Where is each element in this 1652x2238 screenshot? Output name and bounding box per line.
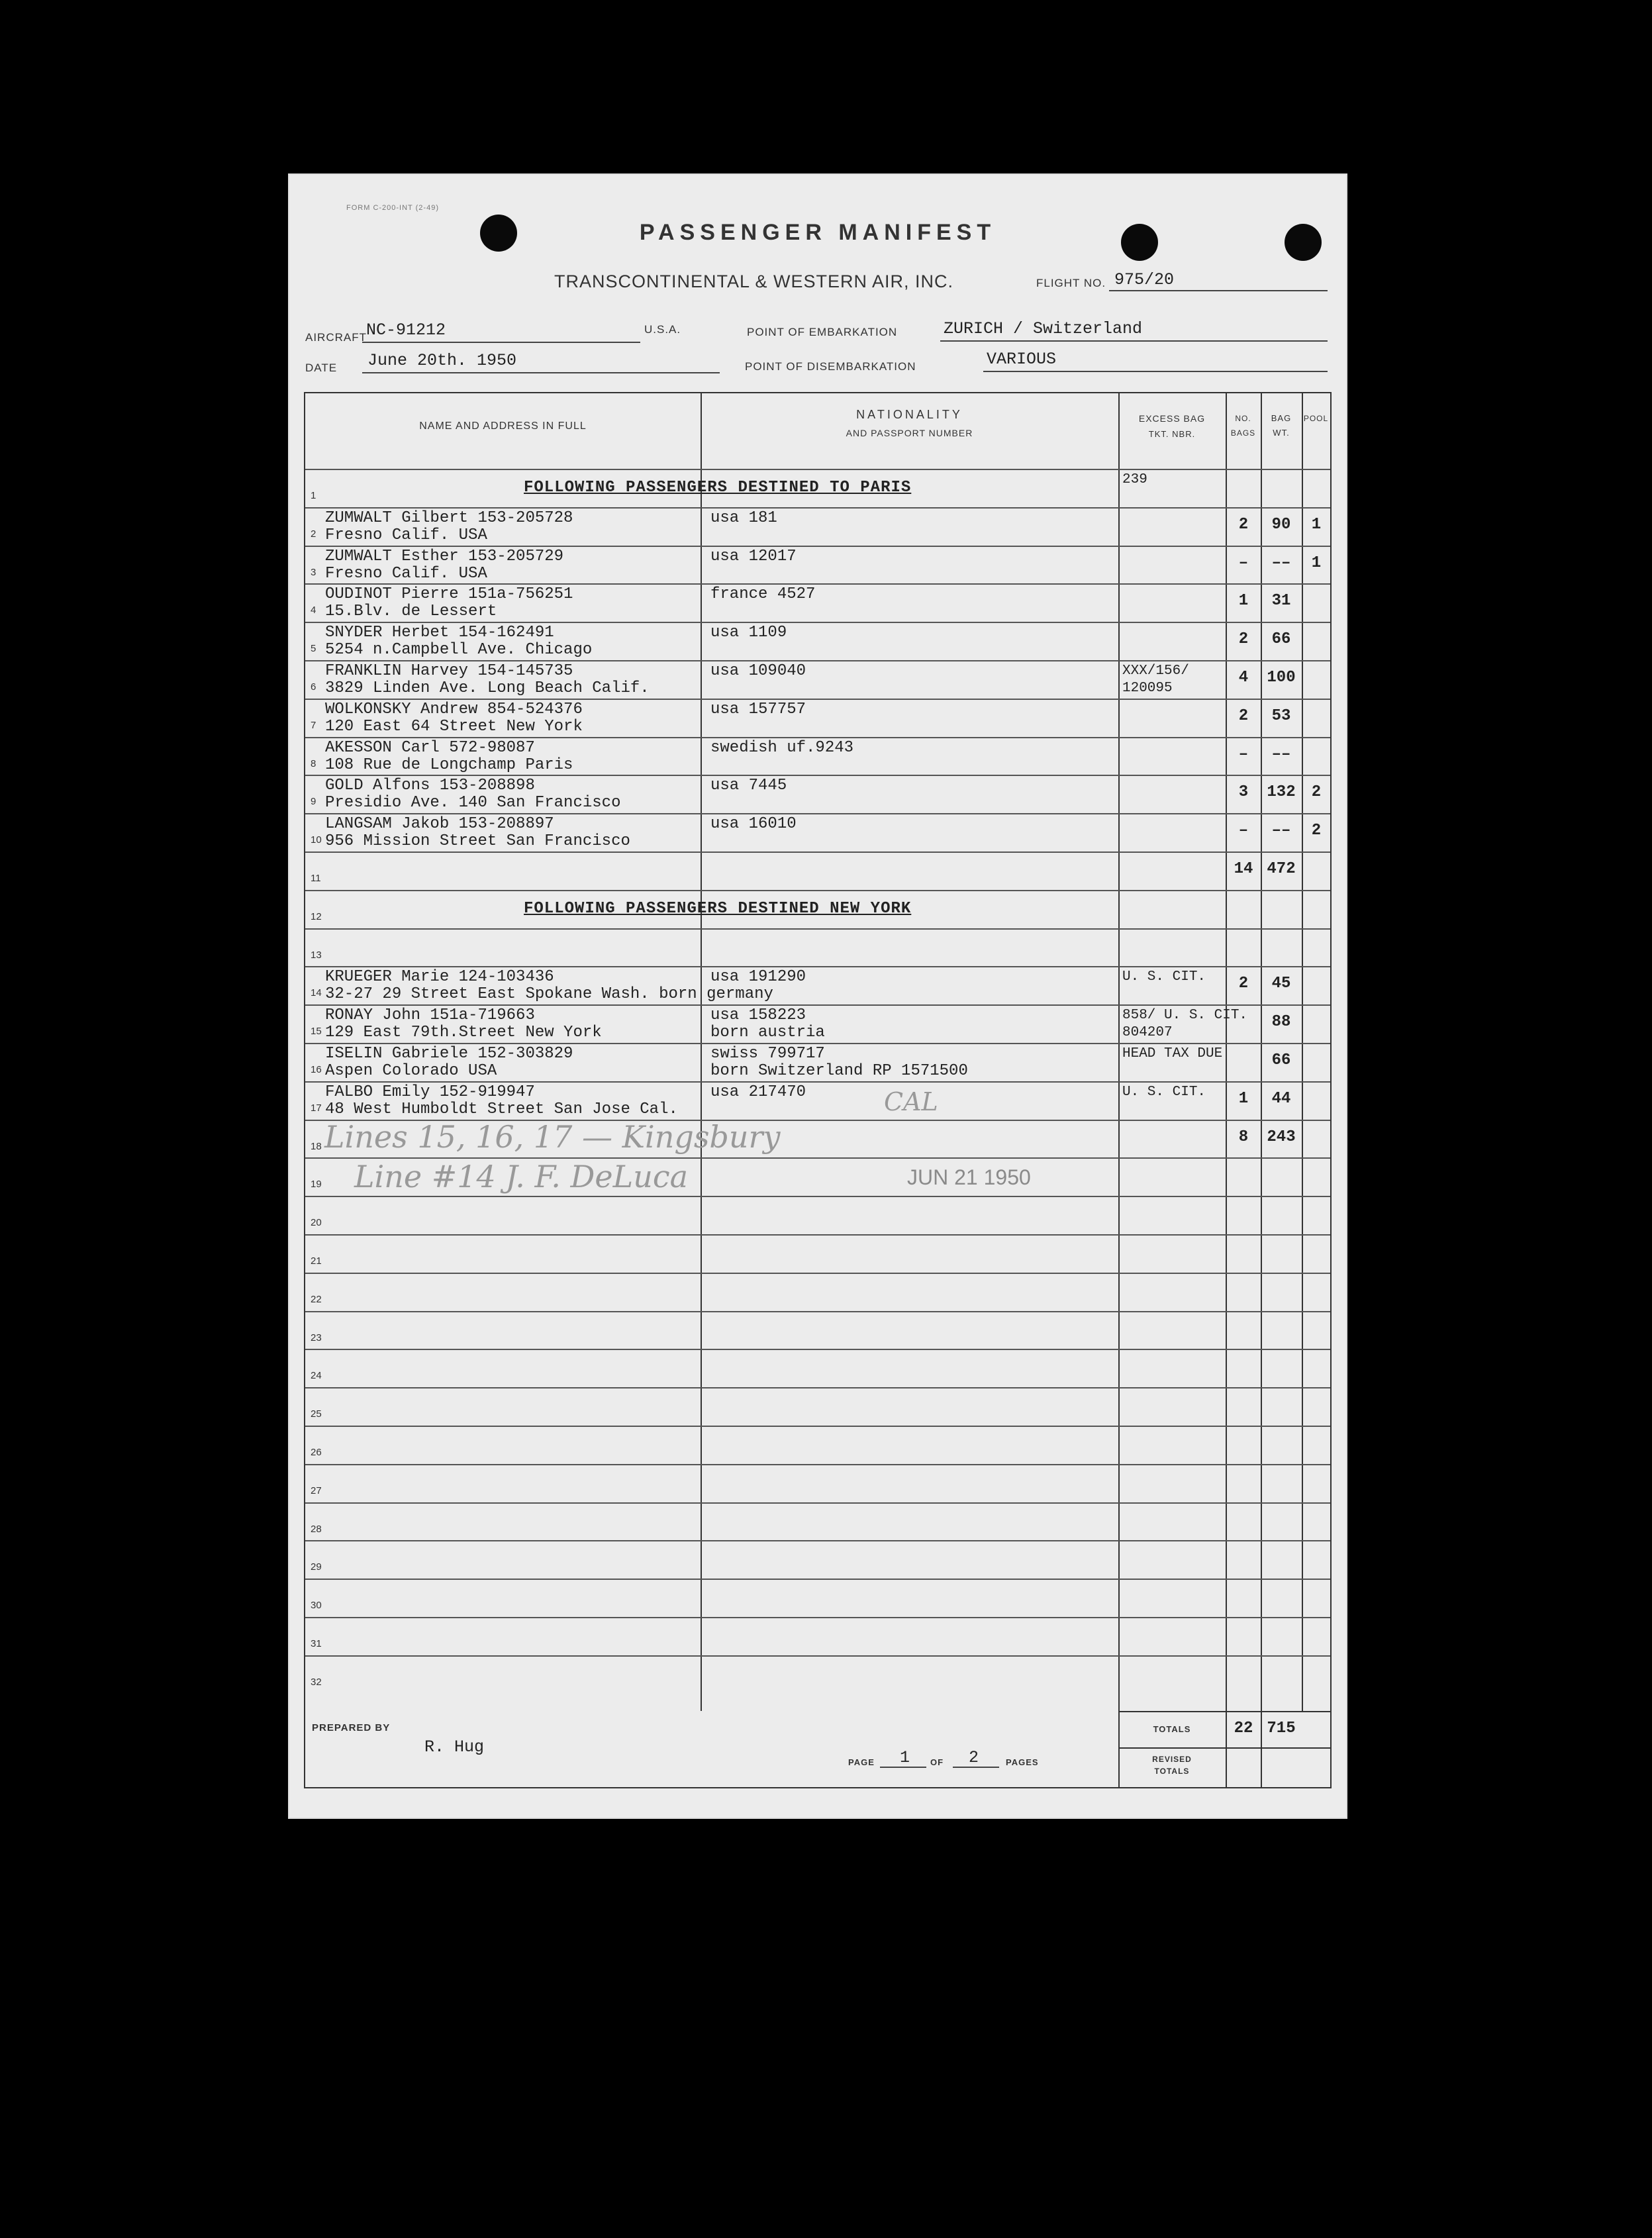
passenger-address: 120 East 64 Street New York	[325, 717, 583, 736]
passenger-name-ticket: AKESSON Carl 572-98087	[325, 738, 535, 757]
table-row	[305, 507, 1330, 546]
row-number: 25	[311, 1408, 322, 1420]
nationality-passport: swedish uf.9243	[710, 738, 854, 757]
passenger-address: Aspen Colorado USA	[325, 1062, 497, 1080]
number-of-bags: –	[1238, 554, 1249, 572]
row-number: 8	[311, 757, 316, 769]
bag-weight: ––	[1271, 822, 1291, 840]
section-heading: FOLLOWING PASSENGERS DESTINED NEW YORK	[524, 899, 912, 918]
header-no-bags-2: BAGS	[1230, 428, 1256, 438]
nationality-passport: usa 191290	[710, 968, 806, 987]
bag-weight: 66	[1271, 630, 1291, 649]
table-row	[305, 851, 1330, 891]
row-number: 24	[311, 1370, 322, 1382]
disembarkation-label: POINT OF DISEMBARKATION	[745, 360, 916, 373]
table-row	[305, 469, 1330, 508]
row-number: 19	[311, 1179, 322, 1191]
of-label: OF	[930, 1757, 944, 1767]
row-number: 5	[311, 643, 316, 655]
nationality-passport: usa 12017	[710, 547, 797, 565]
pool-number: 1	[1311, 554, 1322, 572]
table-row	[305, 1655, 1330, 1694]
table-row	[305, 1004, 1330, 1044]
excess-bag-ticket: XXX/156/	[1122, 663, 1189, 679]
passenger-name-ticket: RONAY John 151a-719663	[325, 1006, 535, 1025]
row-number: 10	[311, 834, 322, 846]
passenger-address: 3829 Linden Ave. Long Beach Calif.	[325, 679, 650, 697]
row-number: 4	[311, 605, 316, 616]
row-number: 28	[311, 1523, 322, 1535]
nationality-passport: usa 16010	[710, 815, 797, 834]
table-row	[305, 622, 1330, 661]
nationality-passport: france 4527	[710, 585, 816, 604]
table-row	[305, 1464, 1330, 1503]
table-row	[305, 928, 1330, 967]
row-number: 27	[311, 1484, 322, 1496]
table-row	[305, 699, 1330, 738]
flight-date: June 20th. 1950	[367, 351, 517, 370]
table-row	[305, 583, 1330, 622]
passenger-address: Presidio Ave. 140 San Francisco	[325, 794, 621, 812]
table-row	[305, 775, 1330, 814]
bag-weight: ––	[1271, 554, 1291, 572]
bag-weight: 53	[1271, 706, 1291, 725]
row-number: 1	[311, 490, 316, 501]
page-number: 1	[900, 1748, 910, 1767]
passenger-name-ticket: LANGSAM Jakob 153-208897	[325, 815, 554, 834]
table-row	[305, 1196, 1330, 1235]
passenger-name-ticket: KRUEGER Marie 124-103436	[325, 968, 554, 987]
table-row	[305, 1273, 1330, 1312]
row-number: 2	[311, 528, 316, 540]
nationality-passport: usa 158223	[710, 1006, 806, 1025]
bag-weight: 44	[1271, 1089, 1291, 1108]
row-number: 21	[311, 1255, 322, 1267]
table-row	[305, 1540, 1330, 1579]
table-row	[305, 1234, 1330, 1273]
nationality-passport: usa 1109	[710, 624, 787, 642]
passenger-name-ticket: GOLD Alfons 153-208898	[325, 777, 535, 795]
row-number: 26	[311, 1447, 322, 1458]
excess-bag-ticket: 858/ U. S. CIT.	[1122, 1008, 1248, 1024]
totals-label: TOTALS	[1153, 1724, 1191, 1734]
handwritten-cal: CAL	[884, 1087, 938, 1116]
passenger-name-ticket: FALBO Emily 152-919947	[325, 1083, 535, 1101]
passenger-name-ticket: OUDINOT Pierre 151a-756251	[325, 585, 573, 604]
page-label: PAGE	[848, 1757, 875, 1767]
number-of-bags: 8	[1238, 1128, 1249, 1146]
form-number: FORM C-200-INT (2-49)	[346, 204, 439, 212]
aircraft-number: NC-91212	[366, 320, 446, 340]
passenger-name-ticket: WOLKONSKY Andrew 854-524376	[325, 700, 583, 718]
header-no-bags: NO.	[1235, 414, 1251, 423]
table-row	[305, 546, 1330, 585]
revised-totals-label: REVISED	[1152, 1755, 1192, 1764]
passenger-address: 15.Blv. de Lessert	[325, 603, 497, 621]
table-row	[305, 1349, 1330, 1388]
header-excess-bag: EXCESS BAG	[1138, 413, 1206, 424]
table-row	[305, 1617, 1330, 1656]
number-of-bags: –	[1238, 745, 1249, 763]
number-of-bags: 2	[1238, 975, 1249, 993]
handwritten-note-2: Line #14 J. F. DeLuca	[354, 1159, 689, 1194]
row-number: 20	[311, 1217, 322, 1229]
received-date-stamp: JUN 21 1950	[907, 1165, 1031, 1189]
header-nationality: NATIONALITY	[856, 408, 963, 421]
excess-bag-ticket: HEAD TAX DUE	[1122, 1046, 1223, 1061]
bag-weight: 45	[1271, 975, 1291, 993]
page-count: 2	[969, 1748, 979, 1767]
passenger-table	[304, 392, 1332, 1788]
passenger-address: Fresno Calif. USA	[325, 526, 487, 544]
row-number: 3	[311, 566, 316, 578]
table-row	[305, 1043, 1330, 1082]
aircraft-label: AIRCRAFT	[305, 331, 367, 344]
header-bag-weight-2: WT.	[1273, 428, 1290, 438]
bag-weight: 88	[1271, 1013, 1291, 1032]
excess-bag-ticket: 239	[1122, 472, 1147, 487]
number-of-bags: 1	[1238, 1089, 1249, 1108]
row-number: 13	[311, 949, 322, 961]
number-of-bags: –	[1238, 822, 1249, 840]
nationality-passport: usa 217470	[710, 1083, 806, 1101]
bag-weight: 90	[1271, 515, 1291, 534]
number-of-bags: 1	[1238, 592, 1249, 610]
passenger-address: 956 Mission Street San Francisco	[325, 832, 630, 851]
row-number: 15	[311, 1026, 322, 1038]
bag-weight: 66	[1271, 1051, 1291, 1069]
passenger-name-ticket: ZUMWALT Gilbert 153-205728	[325, 509, 573, 527]
pool-number: 1	[1311, 515, 1322, 534]
flight-number: 975/20	[1114, 270, 1175, 289]
nationality-passport: usa 157757	[710, 700, 806, 718]
row-number: 9	[311, 796, 316, 808]
passenger-name-ticket: ZUMWALT Esther 153-205729	[325, 547, 564, 565]
prepared-by: R. Hug	[424, 1737, 485, 1757]
embarkation-label: POINT OF EMBARKATION	[747, 326, 898, 338]
handwritten-note: Lines 15, 16, 17 — Kingsbury	[324, 1119, 781, 1155]
number-of-bags: 2	[1238, 515, 1249, 534]
row-number: 16	[311, 1064, 322, 1075]
nationality-note: born Switzerland RP 1571500	[710, 1062, 968, 1080]
bag-weight: 31	[1271, 592, 1291, 610]
total-weight: 715	[1267, 1720, 1296, 1737]
number-of-bags: 2	[1238, 630, 1249, 649]
excess-bag-ticket-2: 120095	[1122, 681, 1173, 696]
nationality-passport: usa 7445	[710, 777, 787, 795]
row-number: 11	[311, 873, 321, 884]
number-of-bags: 3	[1238, 783, 1249, 802]
passenger-name-ticket: FRANKLIN Harvey 154-145735	[325, 662, 573, 680]
table-row	[305, 1426, 1330, 1465]
passenger-address: Fresno Calif. USA	[325, 564, 487, 583]
row-number: 14	[311, 987, 322, 999]
header-bag-weight: BAG	[1271, 413, 1292, 423]
row-number: 23	[311, 1332, 322, 1343]
passenger-address: 108 Rue de Longchamp Paris	[325, 755, 573, 774]
table-row	[305, 1579, 1330, 1618]
total-bags: 22	[1234, 1720, 1253, 1737]
row-number: 32	[311, 1676, 322, 1688]
airline-name: TRANSCONTINENTAL & WESTERN AIR, INC.	[554, 271, 954, 291]
section-heading: FOLLOWING PASSENGERS DESTINED TO PARIS	[524, 479, 912, 497]
row-number: 31	[311, 1638, 322, 1649]
row-number: 30	[311, 1600, 322, 1612]
excess-bag-ticket: U. S. CIT.	[1122, 1084, 1206, 1100]
bag-weight: 243	[1267, 1128, 1296, 1146]
embarkation-point: ZURICH / Switzerland	[944, 319, 1143, 338]
table-row	[305, 1387, 1330, 1426]
table-row	[305, 1502, 1330, 1541]
bag-weight: ––	[1271, 745, 1291, 763]
pool-number: 2	[1311, 822, 1322, 840]
nationality-passport: usa 109040	[710, 662, 806, 680]
header-pool: POOL	[1303, 414, 1329, 423]
table-row	[305, 890, 1330, 929]
nationality-note: born austria	[710, 1024, 825, 1042]
passenger-name-ticket: ISELIN Gabriele 152-303829	[325, 1045, 573, 1063]
header-ticket-number: TKT. NBR.	[1148, 429, 1196, 439]
bag-weight: 100	[1267, 669, 1296, 687]
number-of-bags: 14	[1234, 860, 1253, 878]
excess-bag-ticket-2: 804207	[1122, 1025, 1173, 1041]
bag-weight: 472	[1267, 860, 1296, 878]
excess-bag-ticket: U. S. CIT.	[1122, 969, 1206, 985]
passenger-address: 32-27 29 Street East Spokane Wash. born germany	[325, 985, 773, 1004]
number-of-bags: 4	[1238, 669, 1249, 687]
table-row	[305, 1311, 1330, 1350]
manifest-sheet	[288, 173, 1347, 1819]
table-row	[305, 813, 1330, 852]
table-row	[305, 1081, 1330, 1120]
row-number: 18	[311, 1140, 322, 1152]
number-of-bags: 2	[1238, 706, 1249, 725]
prepared-by-label: PREPARED BY	[312, 1722, 391, 1733]
row-number: 7	[311, 719, 316, 731]
table-row	[305, 660, 1330, 699]
row-number: 6	[311, 681, 316, 693]
nationality-passport: swiss 799717	[710, 1045, 825, 1063]
row-number: 22	[311, 1293, 322, 1305]
header-name: NAME AND ADDRESS IN FULL	[419, 420, 587, 432]
row-number: 17	[311, 1102, 322, 1114]
bag-weight: 132	[1267, 783, 1296, 802]
pages-label: PAGES	[1006, 1757, 1039, 1767]
flight-label: FLIGHT NO.	[1036, 277, 1106, 289]
manifest-title: PASSENGER MANIFEST	[639, 220, 996, 245]
row-number: 29	[311, 1561, 322, 1573]
table-row	[305, 966, 1330, 1005]
disembarkation-point: VARIOUS	[987, 350, 1057, 369]
country: U.S.A.	[644, 323, 681, 336]
table-row	[305, 737, 1330, 776]
date-label: DATE	[305, 362, 338, 374]
nationality-passport: usa 181	[710, 509, 777, 527]
pool-number: 2	[1311, 783, 1322, 802]
passenger-name-ticket: SNYDER Herbet 154-162491	[325, 624, 554, 642]
passenger-address: 48 West Humboldt Street San Jose Cal.	[325, 1100, 678, 1118]
passenger-address: 5254 n.Campbell Ave. Chicago	[325, 641, 593, 659]
header-passport: AND PASSPORT NUMBER	[846, 428, 973, 438]
passenger-address: 129 East 79th.Street New York	[325, 1024, 602, 1042]
row-number: 12	[311, 910, 322, 922]
revised-totals-label-2: TOTALS	[1154, 1767, 1190, 1776]
